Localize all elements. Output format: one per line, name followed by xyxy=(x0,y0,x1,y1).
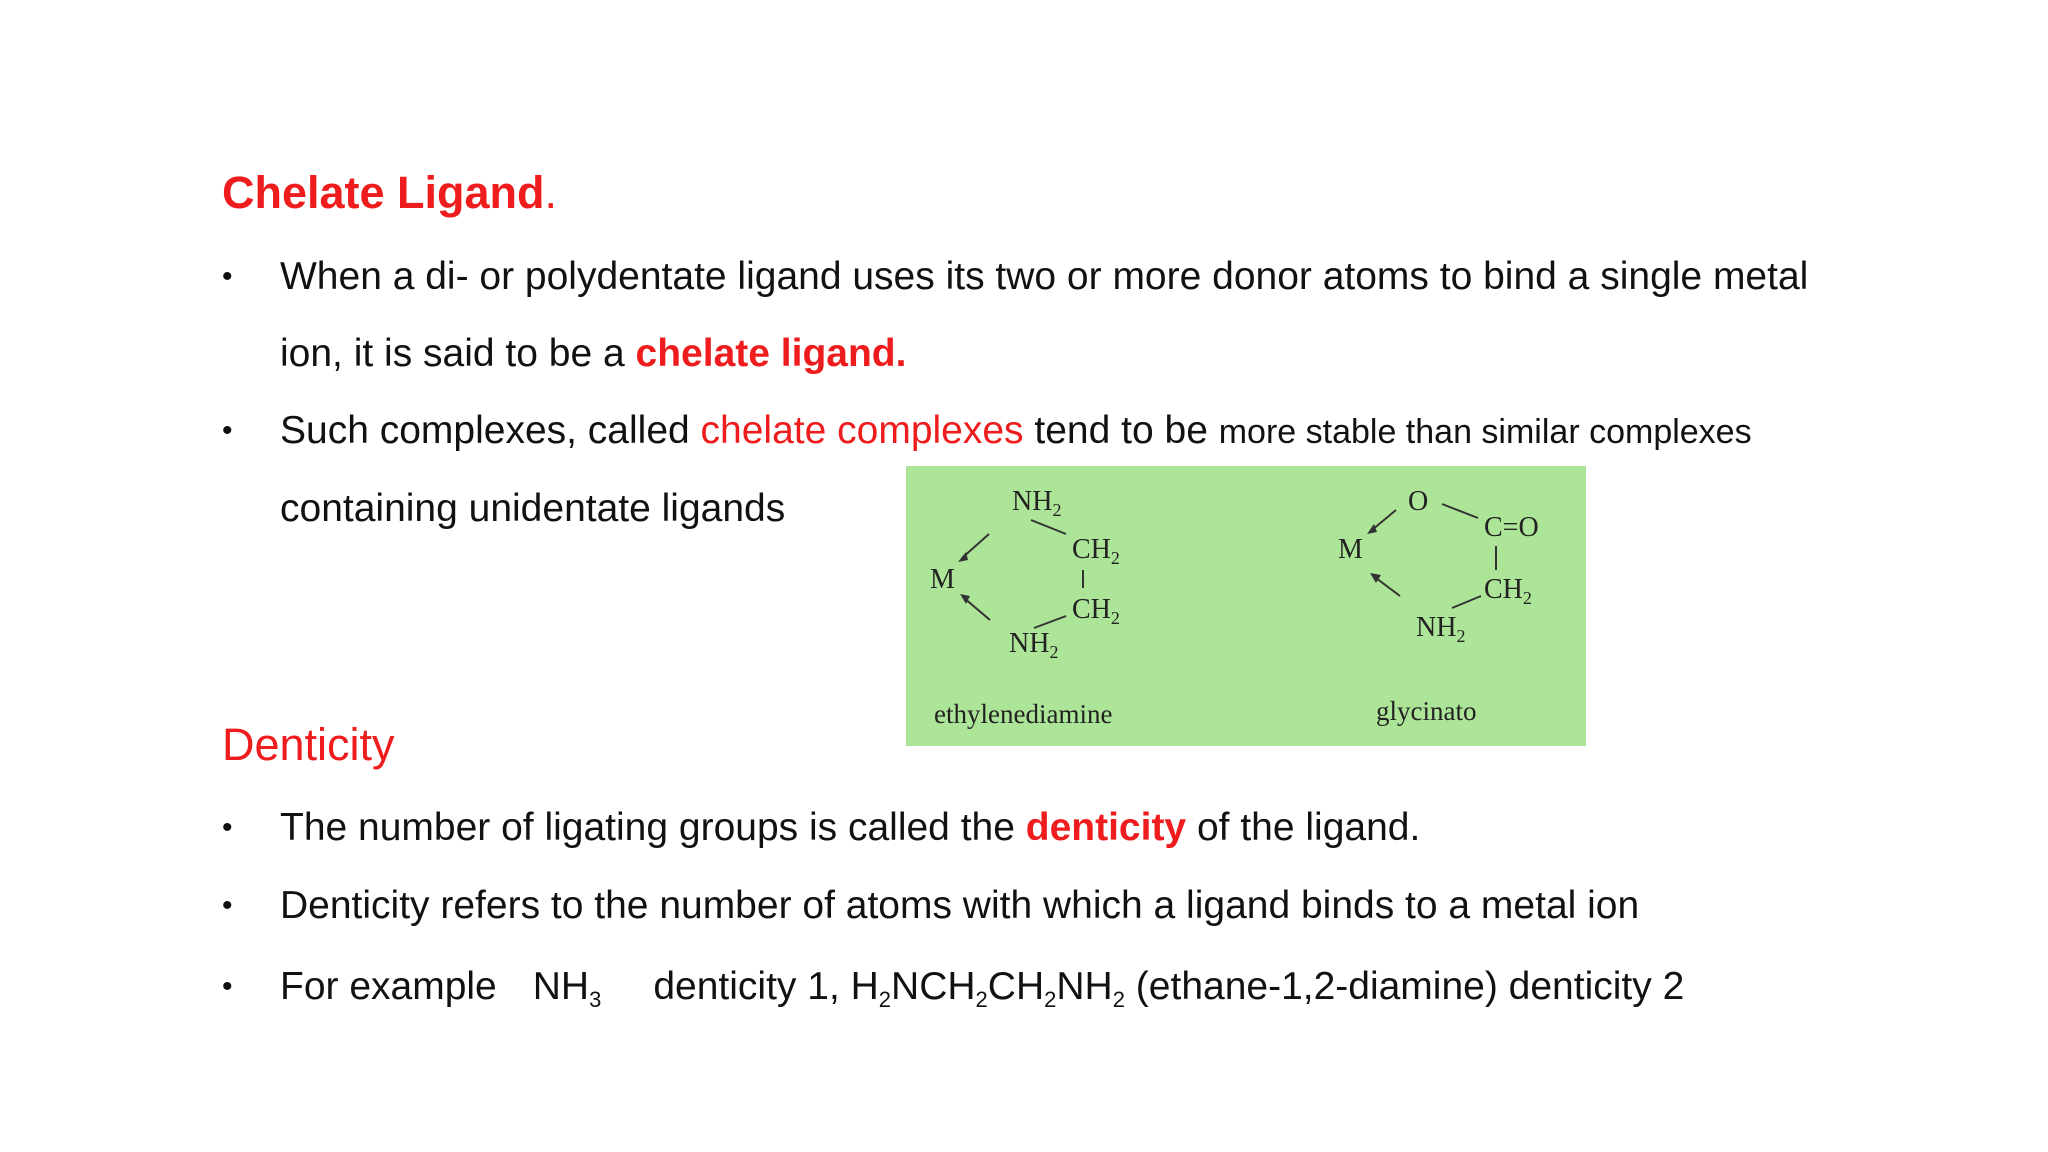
chelate-ligand-heading xyxy=(222,167,558,218)
gly-metal-label: M xyxy=(1338,534,1363,565)
chelate-bullet1-line2-text: ion, it is said to be a xyxy=(280,332,636,375)
gly-carbonyl: C=O xyxy=(1484,512,1539,543)
denticity-heading: Denticity xyxy=(222,719,395,770)
bullet-marker: • xyxy=(222,889,233,922)
chelate-bullet1-line1: When a di- or polydentate ligand uses its two or more donor atoms to bind a single metal xyxy=(280,255,1809,298)
ethylenediamine-caption: ethylenediamine xyxy=(934,699,1113,729)
denticity-bullet1 xyxy=(280,808,1420,847)
gly-oxygen: O xyxy=(1408,486,1429,517)
gly-ch2: $CH_2$ xyxy=(1484,574,1532,608)
chelate-title-text: Chelate Ligand xyxy=(222,167,545,218)
bullet-marker: • xyxy=(222,260,233,293)
gly-bond-o-c xyxy=(1442,504,1478,518)
en-ch2-top: $CH_2$ xyxy=(1072,534,1120,568)
glycinato-caption: glycinato xyxy=(1376,696,1477,726)
en-coord-arrow-bottom xyxy=(964,598,990,620)
chelate-bullet2-small: more stable than similar complexes xyxy=(1218,413,1752,451)
example-formula: denticity 1, $H_2NCH_2CH_2NH_2$ (ethane-1,2-diamine) denticity 2 xyxy=(653,965,1685,1012)
en-bond-c-n xyxy=(1034,616,1066,628)
chelate-bullet2-text: Such complexes, called xyxy=(280,409,701,452)
en-nh2-top: $NH_2$ xyxy=(1012,486,1062,520)
en-ch2-bottom: $CH_2$ xyxy=(1072,594,1120,628)
denticity-bullet2: Denticity refers to the number of atoms with which a ligand binds to a metal ion xyxy=(280,884,1640,927)
gly-bond-c-n xyxy=(1452,596,1481,608)
chelate-complexes-term: chelate complexes xyxy=(700,409,1024,452)
example-nh3: $NH_3$ xyxy=(532,965,602,1012)
en-nh2-bottom: $NH_2$ xyxy=(1009,628,1059,662)
en-metal-label: M xyxy=(930,564,955,595)
denticity-term: denticity xyxy=(1025,806,1187,849)
denticity-bullet3 xyxy=(280,965,1685,1012)
gly-coord-arrow-bottom xyxy=(1376,578,1400,596)
chelate-structures-diagram xyxy=(906,466,1586,746)
chelate-bullet2-line2: containing unidentate ligands xyxy=(280,487,786,530)
example-lead: For example xyxy=(280,965,497,1008)
chelate-bullet2-line1 xyxy=(280,411,1752,450)
gly-coord-arrow-top xyxy=(1372,510,1396,530)
bullet-marker: • xyxy=(222,414,233,447)
chelate-structures-figure xyxy=(906,466,1586,746)
chelate-bullet1-line2 xyxy=(280,334,906,373)
gly-arrowhead-top xyxy=(1367,524,1377,534)
gly-nh2: $NH_2$ xyxy=(1416,612,1466,646)
denticity-bullet1-after: of the ligand. xyxy=(1186,806,1421,849)
chelate-title-dot: . xyxy=(544,167,558,218)
en-bond-n-c xyxy=(1031,520,1066,534)
glycinato-structure xyxy=(1338,486,1539,726)
chelate-bullet2-after: tend to be xyxy=(1023,409,1219,452)
bullet-marker: • xyxy=(222,811,233,844)
bullet-marker: • xyxy=(222,970,233,1003)
denticity-bullet1-text: The number of ligating groups is called the xyxy=(280,806,1026,849)
ethylenediamine-structure xyxy=(930,486,1120,729)
chelate-ligand-term: chelate ligand. xyxy=(635,332,907,375)
